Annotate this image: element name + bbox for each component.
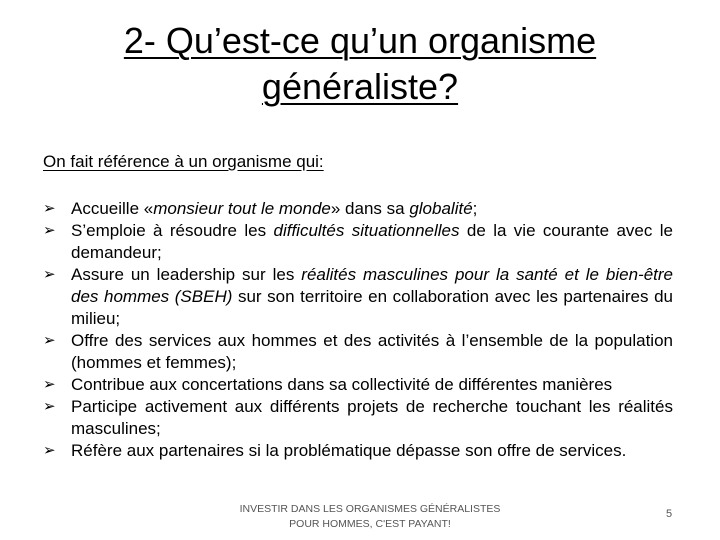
bullet-text: monsieur tout le monde: [153, 199, 331, 218]
bullet-text: réalités masculines pour la santé et le bien-être des hommes (SBEH): [71, 265, 673, 306]
bullet-item: [43, 374, 673, 396]
arrow-bullet-icon: ➢: [43, 398, 56, 415]
intro-text: On fait référence à un organisme qui:: [43, 152, 324, 171]
bullet-text: difficultés situationnelles: [273, 221, 460, 240]
slide-title: [60, 18, 660, 110]
arrow-bullet-icon: ➢: [43, 332, 56, 349]
bullet-text: Accueille «: [71, 199, 154, 218]
bullet-text: Offre des services aux hommes et des activités à l’ensemble de la population (hommes et femmes);: [71, 331, 673, 372]
bullet-text: de la vie courante avec le demandeur;: [71, 221, 674, 262]
bullet-text: Réfère aux partenaires si la problématique dépasse son offre de services.: [71, 441, 627, 460]
arrow-bullet-icon: ➢: [43, 376, 56, 393]
footer-line-1: INVESTIR DANS LES ORGANISMES GÉNÉRALISTES: [239, 503, 501, 515]
arrow-bullet-icon: ➢: [43, 200, 56, 217]
slide-title-line-1: 2- Qu’est-ce qu’un organisme: [123, 20, 597, 61]
bullet-item: [43, 440, 673, 462]
arrow-bullet-icon: ➢: [43, 266, 56, 283]
bullet-text: Assure un leadership sur les: [71, 265, 302, 284]
bullet-item: [43, 198, 673, 220]
bullet-text: ;: [472, 199, 478, 218]
bullet-item: [43, 264, 673, 330]
page-number: 5: [666, 508, 673, 520]
bullet-text: Participe activement aux différents projets de recherche touchant les réalités masculines;: [71, 397, 673, 438]
bullet-list: [43, 198, 673, 462]
arrow-bullet-icon: ➢: [43, 222, 56, 239]
bullet-text: globalité: [409, 199, 473, 218]
footer-text: [230, 502, 510, 532]
bullet-text: S’emploie à résoudre les: [71, 221, 274, 240]
slide-title-line-2: généraliste?: [261, 66, 459, 107]
bullet-item: [43, 396, 673, 440]
bullet-item: [43, 220, 673, 264]
footer-line-2: POUR HOMMES, C'EST PAYANT!: [289, 518, 451, 530]
arrow-bullet-icon: ➢: [43, 442, 56, 459]
bullet-item: [43, 330, 673, 374]
bullet-text: Contribue aux concertations dans sa collectivité de différentes manières: [71, 375, 613, 394]
bullet-text: » dans sa: [330, 199, 410, 218]
bullet-text: sur son territoire en collaboration avec les partenaires du milieu;: [71, 287, 673, 328]
